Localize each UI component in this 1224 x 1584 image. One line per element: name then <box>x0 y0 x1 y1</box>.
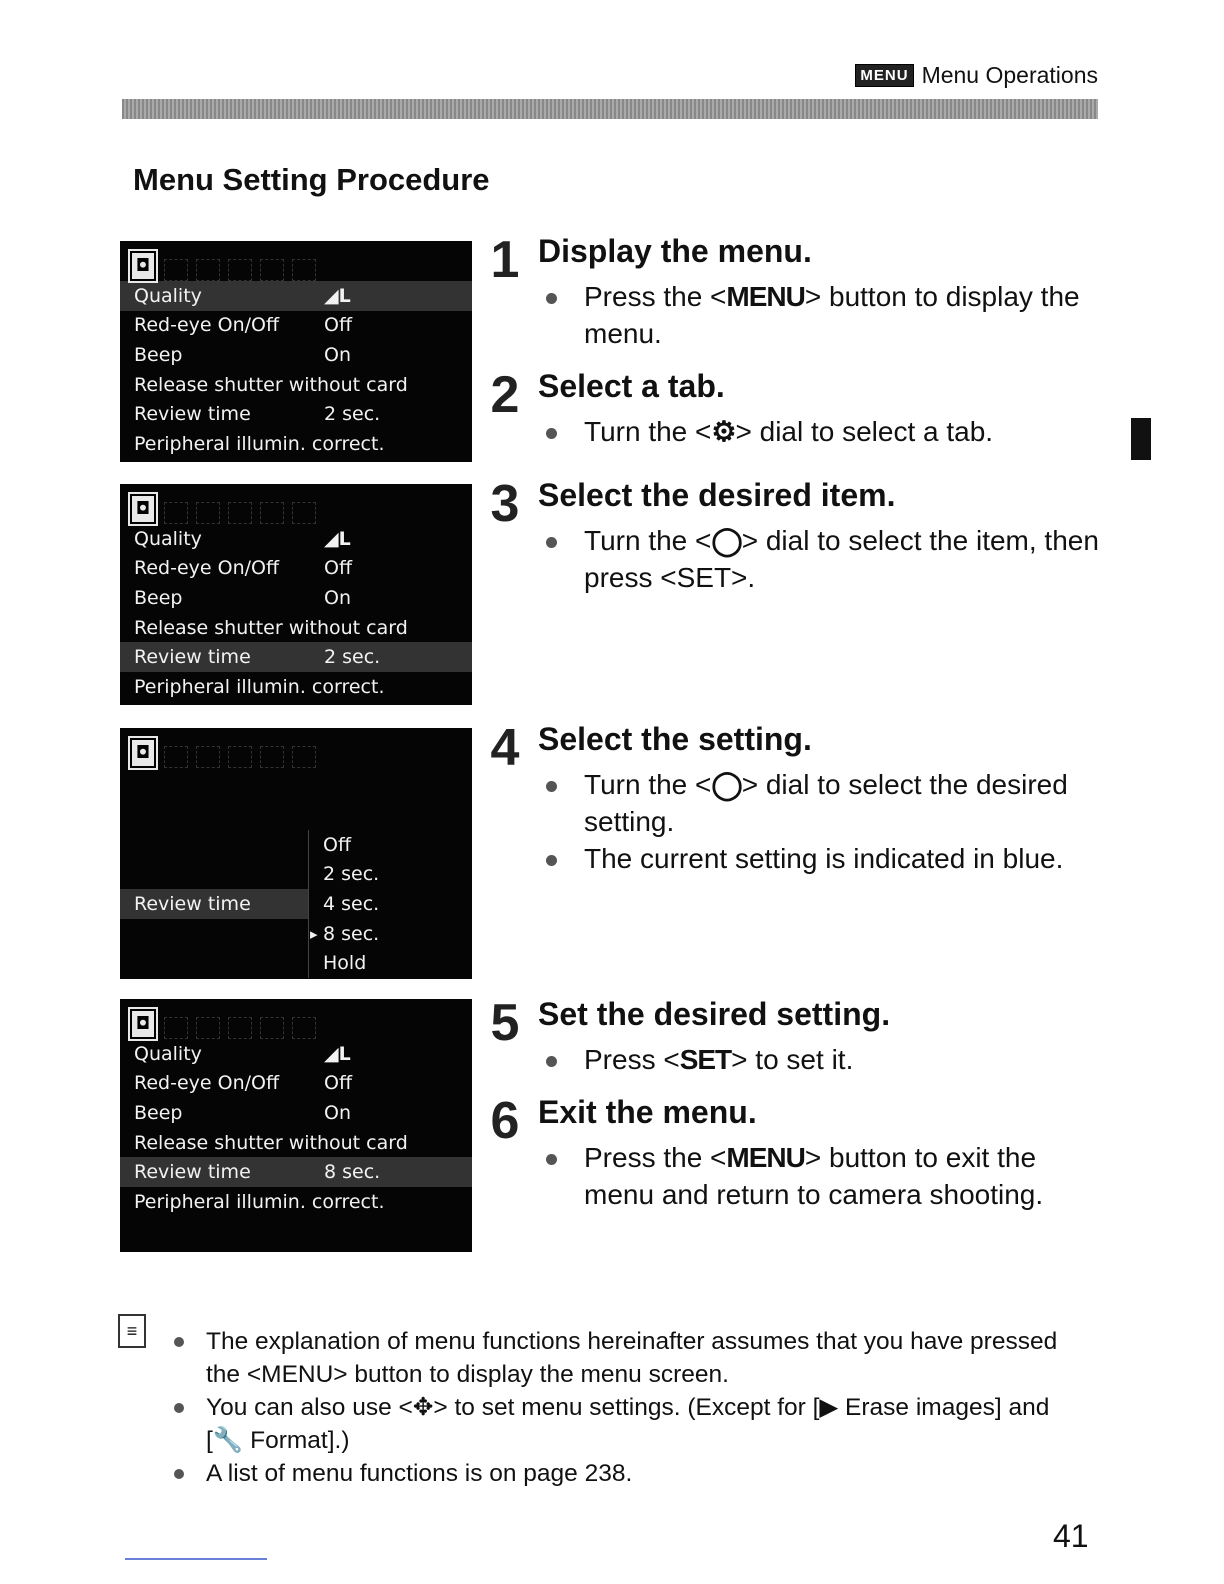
lcd-row: Review time 2 sec. <box>120 642 472 672</box>
step-title: Select the desired item. <box>538 477 896 513</box>
tab-icon <box>164 502 188 524</box>
page-title: Menu Setting Procedure <box>133 162 490 197</box>
lcd-tabs <box>120 728 472 768</box>
note-item: You can also use <✥> to set menu settings. (Except for [▶ Erase images] and [🔧 Format].) <box>170 1391 1070 1457</box>
page-header <box>855 62 1098 89</box>
note-item: A list of menu functions is on page 238. <box>170 1457 1070 1490</box>
lcd-tabs <box>120 484 472 524</box>
camera-tab-icon: ◘ <box>130 738 156 768</box>
lcd-row: Peripheral illumin. correct. <box>134 675 385 698</box>
tab-icon <box>164 259 188 281</box>
option-item-selected: ▸ 8 sec. <box>309 919 467 949</box>
step-title: Display the menu. <box>538 233 812 269</box>
tab-icon <box>260 746 284 768</box>
tab-icon <box>164 746 188 768</box>
camera-tab-icon: ◘ <box>130 251 156 281</box>
lcd-row: Peripheral illumin. correct. <box>134 1190 385 1213</box>
tab-icon <box>228 259 252 281</box>
tab-icon <box>228 502 252 524</box>
tab-icon <box>164 1017 188 1039</box>
notes-list <box>170 1325 1070 1490</box>
header-bar <box>122 99 1098 119</box>
step-bullet: Press <SET> to set it. <box>542 1041 1102 1078</box>
option-item: 4 sec. <box>323 892 380 915</box>
step-title: Set the desired setting. <box>538 996 891 1032</box>
step-bullet: Turn the <◯> dial to select the desired setting. <box>542 766 1102 840</box>
tab-icon <box>292 259 316 281</box>
tab-icon <box>260 259 284 281</box>
set-button-icon: SET <box>679 1044 732 1075</box>
lcd-row: Beep On <box>134 1101 351 1124</box>
step-3 <box>480 475 1100 618</box>
tab-icon <box>260 502 284 524</box>
tab-icon <box>196 1017 220 1039</box>
tab-icon <box>260 1017 284 1039</box>
step-bullet: Press the <MENU> button to exit the menu and return to camera shooting. <box>542 1139 1102 1213</box>
step-4 <box>480 719 1100 922</box>
lcd-screen-1 <box>120 241 472 462</box>
step-number: 4 <box>490 719 520 777</box>
quick-control-dial-icon: ◯ <box>711 769 742 800</box>
chapter-tab-marker <box>1131 418 1151 460</box>
lcd-row: Beep On <box>134 586 351 609</box>
footer-line <box>125 1558 267 1560</box>
option-item: Off <box>323 833 352 856</box>
lcd-row: Release shutter without card <box>134 616 408 639</box>
lcd-screen-4 <box>120 999 472 1252</box>
tab-icon <box>228 746 252 768</box>
step-number: 2 <box>490 366 520 424</box>
lcd-screen-3 <box>120 728 472 979</box>
camera-tab-icon: ◘ <box>130 494 156 524</box>
step-1 <box>480 231 1100 354</box>
tab-icon <box>228 1017 252 1039</box>
tab-icon <box>292 746 316 768</box>
step-title: Select the setting. <box>538 721 812 757</box>
setting-label: Review time <box>120 889 308 919</box>
option-item: Hold <box>323 952 367 975</box>
lcd-row: Release shutter without card <box>134 1131 408 1154</box>
step-number: 1 <box>490 231 520 289</box>
main-dial-icon: ⚙ <box>711 416 736 447</box>
step-number: 5 <box>490 994 520 1052</box>
note-item: The explanation of menu functions hereinafter assumes that you have pressed the <MENU> button to display the menu screen. <box>170 1325 1070 1391</box>
tab-icon <box>292 1017 316 1039</box>
section-title: Menu Operations <box>921 62 1098 88</box>
step-6 <box>480 1092 1100 1225</box>
step-number: 6 <box>490 1092 520 1150</box>
step-5 <box>480 994 1100 1087</box>
tab-icon <box>292 502 316 524</box>
step-title: Exit the menu. <box>538 1094 757 1130</box>
lcd-row: Red-eye On/Off Off <box>134 314 353 337</box>
lcd-row: Quality ◢L <box>134 1042 351 1065</box>
step-title: Select a tab. <box>538 368 725 404</box>
tab-icon <box>196 259 220 281</box>
step-bullet: The current setting is indicated in blue. <box>542 840 1102 877</box>
lcd-row: Review time 2 sec. <box>134 403 381 426</box>
step-number: 3 <box>490 475 520 533</box>
step-bullet: Turn the <◯> dial to select the item, then press <SET>. <box>542 522 1102 596</box>
note-icon: ≡ <box>118 1314 146 1348</box>
lcd-row: Release shutter without card <box>134 373 408 396</box>
step-bullet: Press the <MENU> button to display the menu. <box>542 278 1102 352</box>
option-item: 2 sec. <box>323 863 380 886</box>
camera-tab-icon: ◘ <box>130 1009 156 1039</box>
lcd-row: Peripheral illumin. correct. <box>134 432 385 455</box>
lcd-tabs <box>120 241 472 281</box>
lcd-row: Quality ◢L <box>134 527 351 550</box>
lcd-row: Quality ◢L <box>120 281 472 311</box>
quick-control-dial-icon: ◯ <box>711 525 742 556</box>
page-number: 41 <box>1053 1518 1089 1554</box>
lcd-row: Red-eye On/Off Off <box>134 1072 353 1095</box>
lcd-row: Review time 8 sec. <box>120 1157 472 1187</box>
lcd-row: Beep On <box>134 343 351 366</box>
lcd-tabs <box>120 999 472 1039</box>
tab-icon <box>196 502 220 524</box>
lcd-row: Red-eye On/Off Off <box>134 557 353 580</box>
step-2 <box>480 366 1100 459</box>
option-list <box>308 830 467 978</box>
menu-badge: MENU <box>855 64 913 87</box>
tab-icon <box>196 746 220 768</box>
step-bullet: Turn the <⚙> dial to select a tab. <box>542 413 1102 450</box>
lcd-screen-2 <box>120 484 472 705</box>
